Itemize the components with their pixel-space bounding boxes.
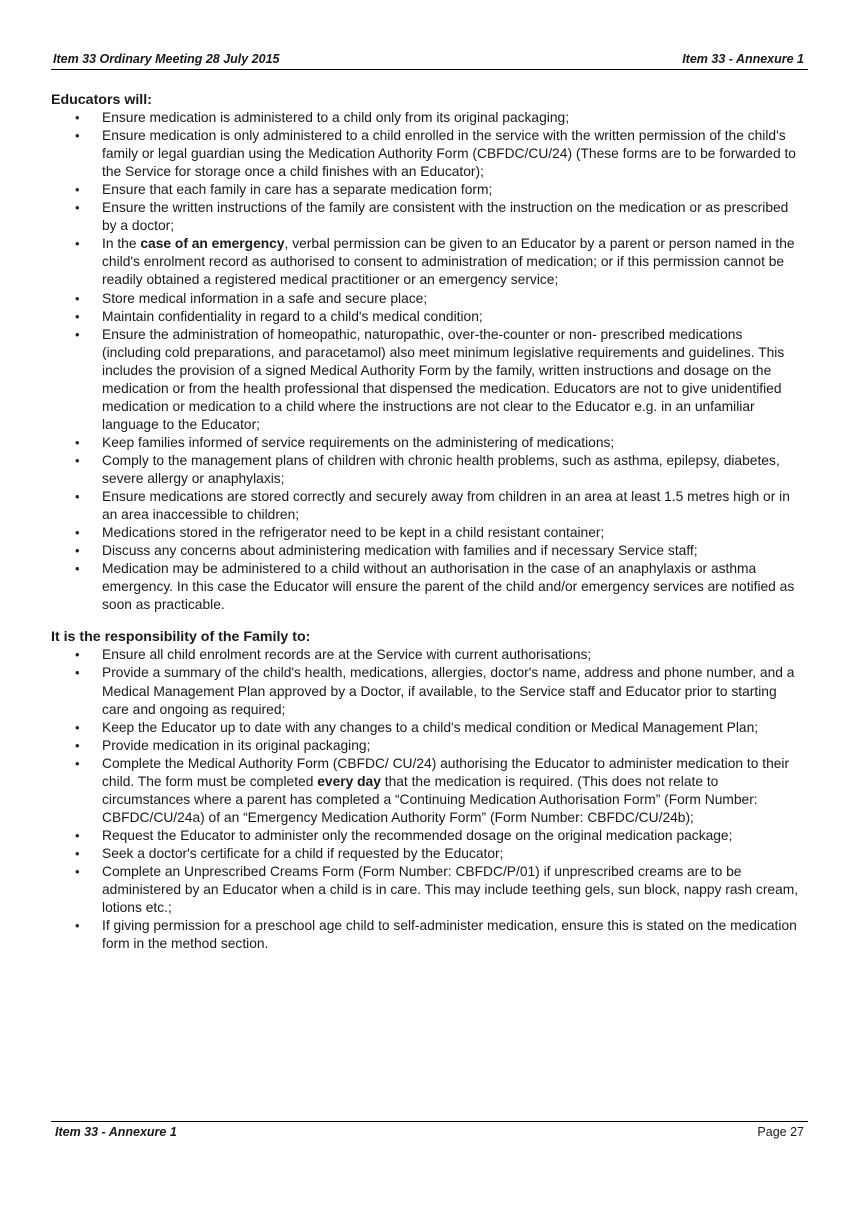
footer-annexure-label: Item 33 - Annexure 1 xyxy=(55,1125,177,1139)
list-item: • If giving permission for a preschool age child to self-administer medication, ensure this is stated on the medication form in the method section. xyxy=(75,918,797,952)
bullet-icon: • xyxy=(75,236,80,252)
bullet-icon: • xyxy=(75,665,80,681)
family-heading: It is the responsibility of the Family to: xyxy=(51,629,311,646)
bullet-icon: • xyxy=(75,128,80,144)
list-item: • Complete an Unprescribed Creams Form (Form Number: CBFDC/P/01) if unprescribed creams are to be administered by an Educator when a child is in care. This may include teething gels, sun block, nappy rash cream, lotions etc.; xyxy=(75,863,799,916)
list-item: • Ensure the written instructions of the family are consistent with the instruction on the medication or as prescribed by a doctor; xyxy=(75,200,789,234)
educators-list xyxy=(51,109,803,614)
document-body xyxy=(51,91,803,953)
list-item: • Ensure medications are stored correctly and securely away from children in an area at least 1.5 metres high or in an area inaccessible to children; xyxy=(75,489,790,523)
list-item: • Ensure medication is only administered to a child enrolled in the service with the written permission of the child's family or legal guardian using the Medication Authority Form (CBFDC/CU/24) (These forms are to be forwarded to the Service for storage once a child finishes with an Educator); xyxy=(75,128,796,180)
list-item: • Store medical information in a safe and secure place; xyxy=(51,290,803,308)
list-item: • Complete the Medical Authority Form (CBFDC/ CU/24) authorising the Educator to administer medication to their child. The form must be completed every day that the medication is required. (This does not relate to circumstances where a parent has completed a “Continuing Medication Authorisation Form” (Form Number: CBFDC/CU/24a) of an “Emergency Medication Authority Form” (Form Number: CBFDC/CU/24b); xyxy=(75,755,790,825)
header-meeting-title: Item 33 Ordinary Meeting 28 July 2015 xyxy=(53,52,280,66)
bullet-icon: • xyxy=(75,561,80,577)
list-item: • Comply to the management plans of children with chronic health problems, such as asthma, epilepsy, diabetes, severe allergy or anaphylaxis; xyxy=(75,452,780,486)
bullet-icon: • xyxy=(75,489,80,505)
list-item: • Seek a doctor's certificate for a child if requested by the Educator; xyxy=(51,845,803,863)
bullet-icon: • xyxy=(75,182,80,198)
educators-heading: Educators will: xyxy=(51,92,152,108)
list-item: • Keep families informed of service requirements on the administering of medications; xyxy=(51,434,803,452)
bullet-icon: • xyxy=(75,290,80,306)
bullet-icon: • xyxy=(75,737,80,753)
bullet-icon: • xyxy=(75,863,80,879)
list-item: • Ensure medication is administered to a child only from its original packaging; xyxy=(51,109,803,127)
bullet-icon: • xyxy=(75,452,80,468)
page-header xyxy=(51,50,808,70)
bullet-icon: • xyxy=(75,755,80,771)
bullet-icon: • xyxy=(75,308,80,324)
list-item: • Medications stored in the refrigerator need to be kept in a child resistant container; xyxy=(51,524,803,542)
list-item: • Ensure the administration of homeopathic, naturopathic, over-the-counter or non- prescribed medications (including cold preparations, and paracetamol) also meet minimum legislative requirements and guidelines. This includes the provision of a signed Medical Authority Form by the family, written instructions and dosage on the medication or from the health professional that dispensed the medication. Educators are not to give unidentified medication or medication to a child where the instructions are not clear to the Educator e.g. in an unfamiliar language to the Educator; xyxy=(75,326,785,432)
bullet-icon: • xyxy=(75,845,80,861)
list-item: • Ensure all child enrolment records are at the Service with current authorisations; xyxy=(51,646,803,664)
bullet-icon: • xyxy=(75,827,80,843)
list-item: • In the case of an emergency, verbal permission can be given to an Educator by a parent or person named in the child's enrolment record as authorised to consent to administration of medication; or if this permission cannot be readily obtained a registered medical practitioner or an emergency service; xyxy=(75,236,795,288)
list-item: • Maintain confidentiality in regard to a child's medical condition; xyxy=(51,308,803,326)
bullet-icon: • xyxy=(75,719,80,735)
emphasis-every-day: every day xyxy=(317,773,381,789)
bullet-icon: • xyxy=(75,200,80,216)
bullet-icon: • xyxy=(75,326,80,342)
bullet-icon: • xyxy=(75,647,80,663)
list-item: • Discuss any concerns about administering medication with families and if necessary Service staff; xyxy=(51,542,803,560)
list-item: • Medication may be administered to a child without an authorisation in the case of an anaphylaxis or asthma emergency. In this case the Educator will ensure the parent of the child and/or emergency services are notified as soon as practicable. xyxy=(75,561,795,613)
bullet-icon: • xyxy=(75,918,80,934)
bullet-icon: • xyxy=(75,525,80,541)
list-item: • Provide a summary of the child's health, medications, allergies, doctor's name, address and phone number, and a Medical Management Plan approved by a Doctor, if available, to the Service staff and Educator prior to starting care and ongoing as required; xyxy=(75,665,795,717)
list-item: • Provide medication in its original packaging; xyxy=(51,737,803,755)
bullet-icon: • xyxy=(75,110,80,126)
bullet-icon: • xyxy=(75,434,80,450)
header-annexure-label: Item 33 - Annexure 1 xyxy=(682,52,804,66)
page-number: Page 27 xyxy=(757,1125,804,1139)
family-list xyxy=(51,646,803,953)
list-item: • Request the Educator to administer only the recommended dosage on the original medication package; xyxy=(51,827,803,845)
list-item: • Keep the Educator up to date with any changes to a child's medical condition or Medical Management Plan; xyxy=(51,719,803,737)
emphasis-emergency: case of an emergency xyxy=(140,236,285,252)
bullet-icon: • xyxy=(75,543,80,559)
list-item: • Ensure that each family in care has a separate medication form; xyxy=(51,181,803,199)
page-footer xyxy=(51,1121,808,1139)
